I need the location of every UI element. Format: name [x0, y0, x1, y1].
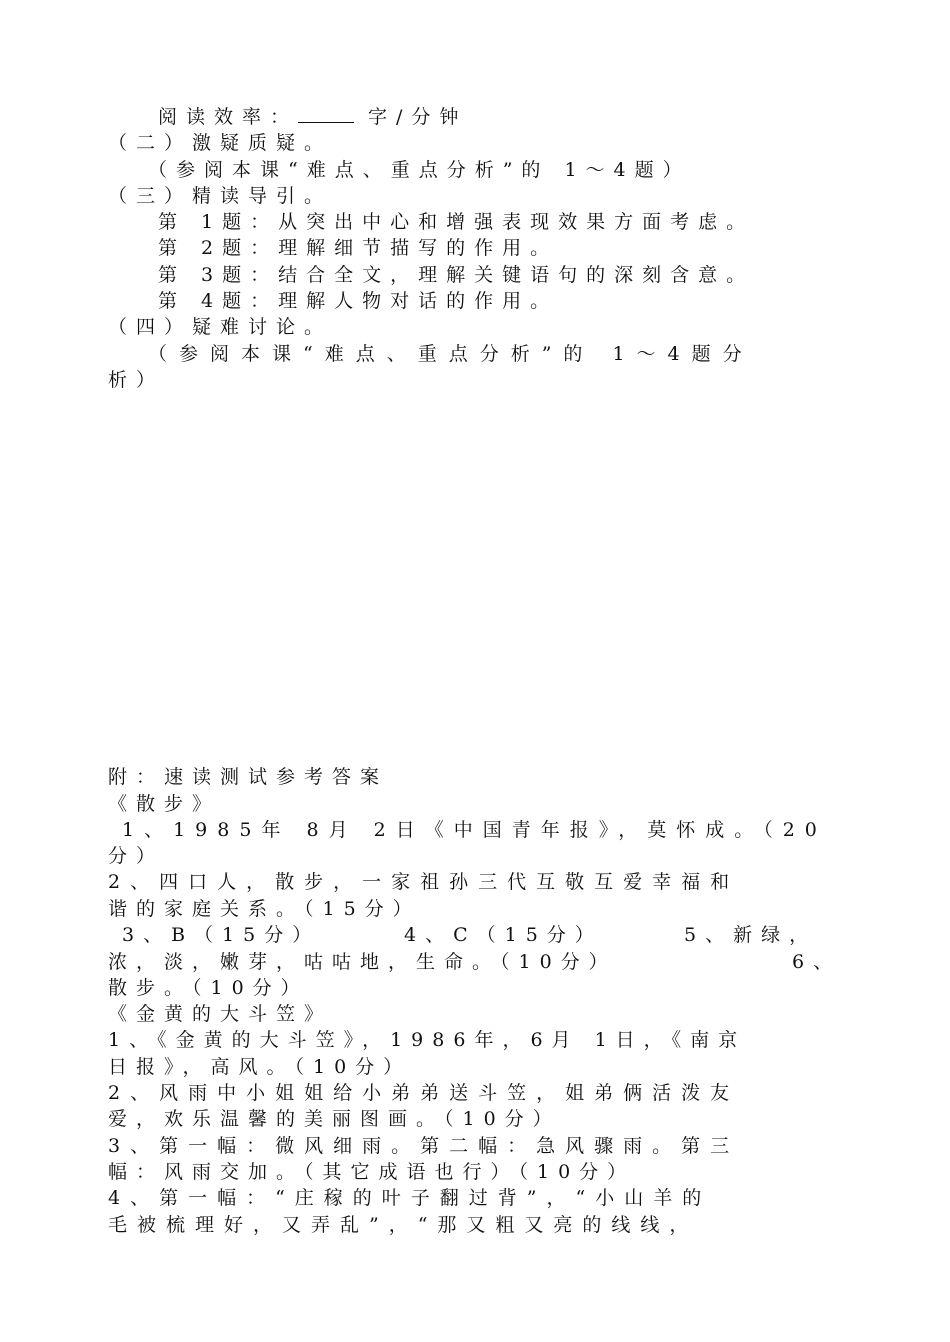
answer-b3: 3、第一幅：微风细雨。第二幅：急风骤雨。第三: [108, 1135, 740, 1157]
answer-b2: 2、风雨中小姐姐给小弟弟送斗笠，姐弟俩活泼友: [108, 1082, 740, 1104]
answer-b3-cont: 幅：风雨交加。（其它成语也行）（10分）: [108, 1161, 636, 1183]
heading-section-four: （四）疑难讨论。: [108, 316, 333, 338]
reading-efficiency-label: 阅读效率：: [158, 106, 299, 128]
answer-b2-cont: 爱，欢乐温馨的美丽图画。（10分）: [108, 1108, 561, 1130]
heading-section-two: （二）激疑质疑。: [108, 132, 333, 154]
answer-b4-cont: 毛被梳理好，又弄乱”，“那又粗又亮的线线，: [108, 1214, 699, 1236]
guide-item-1: 第 1题：从突出中心和增强表现效果方面考虑。: [158, 211, 755, 233]
answer-4: 4、C（15分）: [404, 924, 603, 946]
guide-item-3: 第 3题：结合全文，理解关键语句的深刻含意。: [158, 264, 755, 286]
article-title-sanbu: 《散步》: [108, 793, 221, 815]
answer-1-cont: 分）: [108, 845, 165, 867]
heading-section-three: （三）精读导引。: [108, 185, 333, 207]
section-two-note: （参阅本课“难点、重点分析”的 1～4题）: [148, 159, 691, 181]
answer-6-cont: 散步。（10分）: [108, 977, 309, 999]
answer-b1-cont: 日报》，高风。（10分）: [108, 1056, 412, 1078]
answer-b1: 1、《金黄的大斗笠》，1986年，6月 1日，《南京: [108, 1029, 747, 1051]
reading-efficiency-line: [158, 104, 467, 130]
reading-efficiency-blank: [298, 106, 354, 123]
answer-5-cont: 浓，淡，嫩芽，咕咕地，生命。（10分）: [108, 951, 617, 973]
guide-item-2: 第 2题：理解细节描写的作用。: [158, 237, 559, 259]
guide-item-4: 第 4题：理解人物对话的作用。: [158, 290, 559, 312]
reading-efficiency-unit: 字/分钟: [368, 106, 468, 128]
section-four-note: （参阅本课“难点、重点分析”的 1～4题分: [148, 343, 754, 365]
answer-2-cont: 谐的家庭关系。（15分）: [108, 898, 421, 920]
article-title-doulì: 《金黄的大斗笠》: [108, 1003, 333, 1025]
answer-b4: 4、第一幅：“庄稼的叶子翻过背”，“小山羊的: [108, 1187, 712, 1209]
answer-6: 6、: [792, 951, 842, 973]
answer-3: 3、B（15分）: [122, 924, 321, 946]
answer-5: 5、新绿，: [684, 924, 818, 946]
answer-1: 1、1985年 8月 2日《中国青年报》，莫怀成。（20: [122, 819, 827, 841]
appendix-title: 附：速读测试参考答案: [108, 766, 389, 788]
section-four-note-cont: 析）: [108, 369, 165, 391]
answer-2: 2、四口人，散步，一家祖孙三代互敬互爱幸福和: [108, 871, 740, 893]
